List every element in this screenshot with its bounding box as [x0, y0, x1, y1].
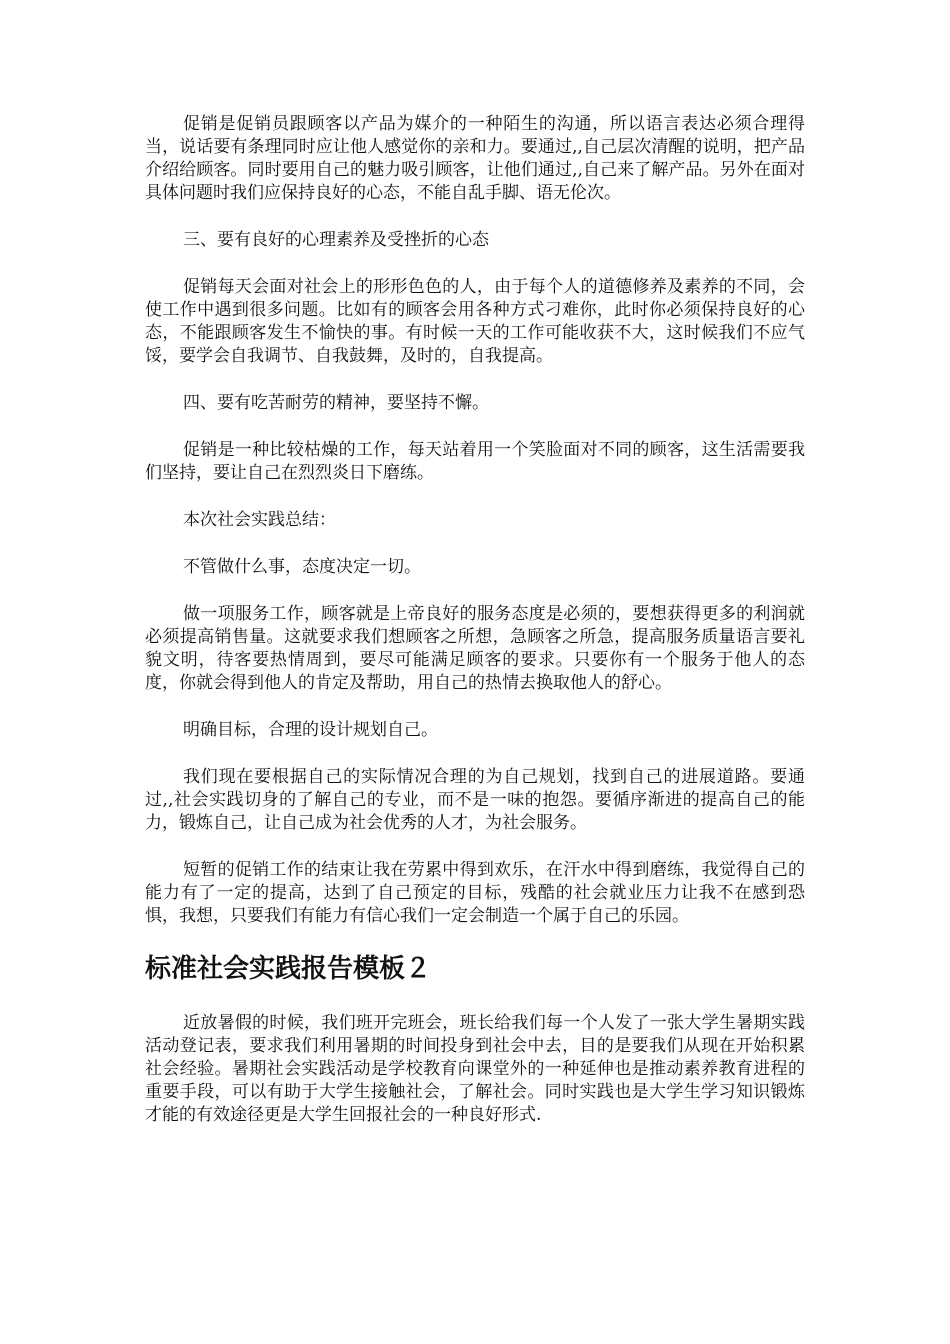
paragraph: 促销每天会面对社会上的形形色色的人，由于每个人的道德修养及素养的不同，会使工作中遇到很多问题。比如有的顾客会用各种方式刁难你，此时你必须保持良好的心态，不能跟顾客发生不愉快的事。有时候一天的工作可能收获不大，这时候我们不应气馁，要学会自我调节、自我鼓舞，及时的，自我提高。	[145, 277, 805, 366]
paragraph: 明确目标，合理的设计规划自己。	[183, 720, 438, 740]
document-body	[145, 113, 805, 1151]
paragraph: 促销是促销员跟顾客以产品为媒介的一种陌生的沟通，所以语言表达必须合理得当，说话要有条理同时应让他人感觉你的亲和力。要通过,,自己层次清醒的说明，把产品介绍给顾客。同时要用自己的魅力吸引顾客，让他们通过,,自己来了解产品。另外在面对具体问题时我们应保持良好的心态，不能自乱手脚、语无伦次。	[145, 114, 805, 203]
paragraph: 近放暑假的时候，我们班开完班会，班长给我们每一个人发了一张大学生暑期实践活动登记表，要求我们利用暑期的时间投身到社会中去，目的是要我们从现在开始积累社会经验。暑期社会实践活动是学校教育向课堂外的一种延伸也是推动素养教育进程的重要手段，可以有助于大学生接触社会，了解社会。同时实践也是大学生学习知识锻炼才能的有效途径更是大学生回报社会的一种良好形式.	[145, 1013, 805, 1125]
section-heading-3: 三、要有良好的心理素养及受挫折的心态	[183, 230, 489, 250]
paragraph: 我们现在要根据自己的实际情况合理的为自己规划，找到自己的进展道路。要通过,,社会实践切身的了解自己的专业，而不是一味的抱怨。要循序渐进的提高自己的能力，锻炼自己，让自己成为社会优秀的人才，为社会服务。	[145, 767, 805, 833]
paragraph: 短暂的促销工作的结束让我在劳累中得到欢乐，在汗水中得到磨练，我觉得自己的能力有了一定的提高，达到了自己预定的目标，残酷的社会就业压力让我不在感到恐惧，我想，只要我们有能力有信心我们一定会制造一个属于自己的乐园。	[145, 860, 805, 926]
section-heading-4: 四、要有吃苦耐劳的精神，要坚持不懈。	[183, 393, 489, 413]
paragraph: 促销是一种比较枯燥的工作，每天站着用一个笑脸面对不同的顾客，这生活需要我们坚持，要让自己在烈烈炎日下磨练。	[145, 440, 805, 483]
summary-label: 本次社会实践总结：	[183, 510, 336, 530]
paragraph: 不管做什么事，态度决定一切。	[183, 557, 421, 577]
document-heading: 标准社会实践报告模板２	[145, 954, 432, 984]
paragraph: 做一项服务工作，顾客就是上帝良好的服务态度是必须的，要想获得更多的利润就必须提高销售量。这就要求我们想顾客之所想，急顾客之所急，提高服务质量语言要礼貌文明，待客要热情周到，要尽可能满足顾客的要求。只要你有一个服务于他人的态度，你就会得到他人的肯定及帮助，用自己的热情去换取他人的舒心。	[145, 604, 805, 693]
